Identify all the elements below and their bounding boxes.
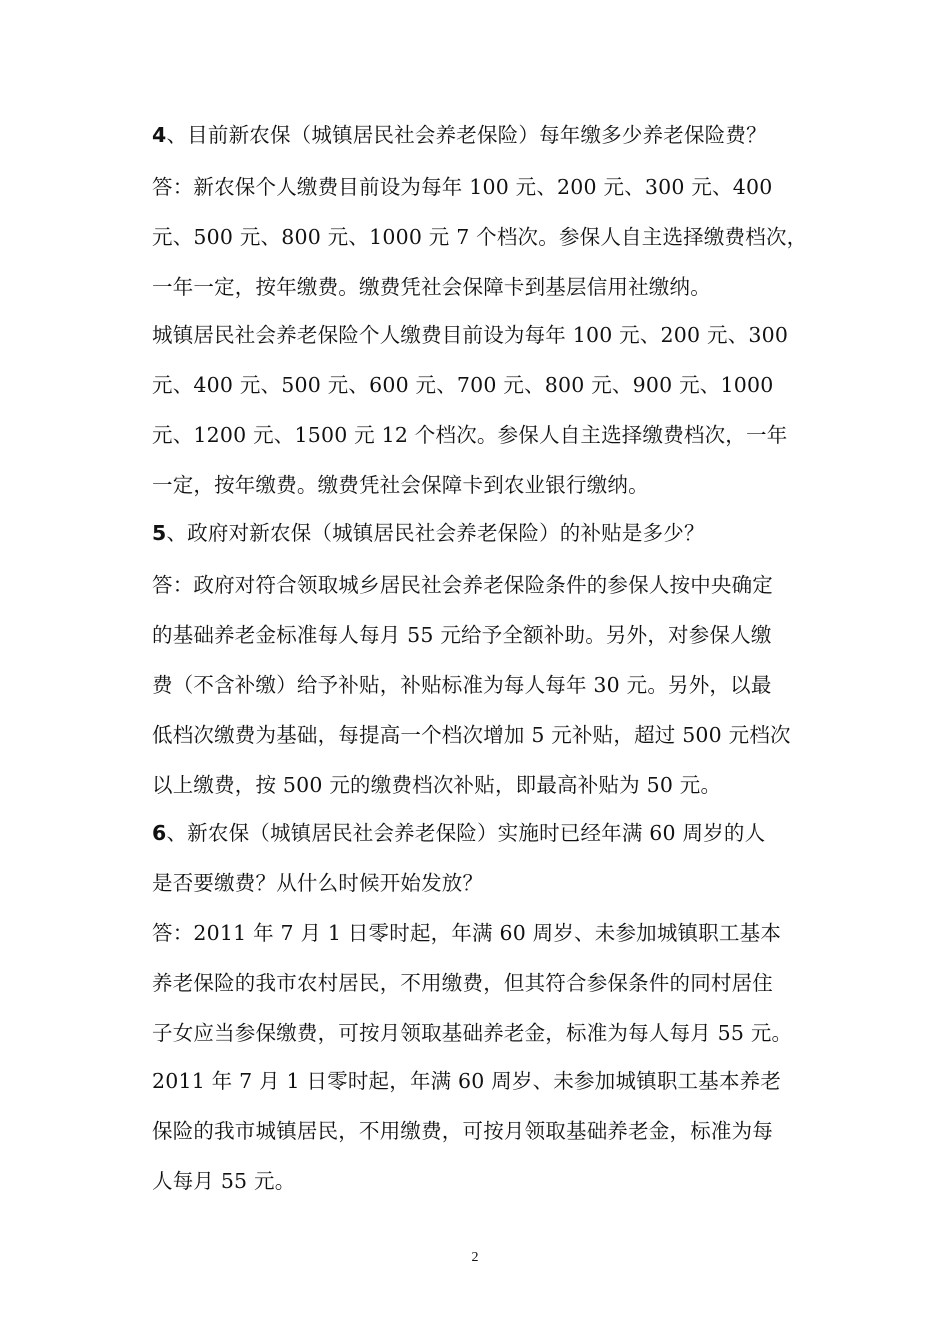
answer-line <box>152 1156 812 1206</box>
answer-line <box>152 162 812 212</box>
question-line <box>152 110 812 160</box>
question-line <box>152 858 812 908</box>
answer-block <box>152 908 812 1058</box>
question-block <box>152 110 812 160</box>
line-text: 子女应当参保缴费，可按月领取基础养老金，标准为每人每月 55 元。 <box>152 1021 793 1045</box>
line-text: 元、400 元、500 元、600 元、700 元、800 元、900 元、1000 <box>152 373 774 397</box>
line-text: 一年一定，按年缴费。缴费凭社会保障卡到基层信用社缴纳。 <box>152 275 711 299</box>
question-block <box>152 808 812 908</box>
answer-line <box>152 610 812 660</box>
line-text: 费（不含补缴）给予补贴，补贴标准为每人每年 30 元。另外，以最 <box>152 673 772 697</box>
line-text: 答：2011 年 7 月 1 日零时起，年满 60 周岁、未参加城镇职工基本 <box>152 921 782 945</box>
line-text: 是否要缴费？从什么时候开始发放？ <box>152 871 484 895</box>
line-text: 城镇居民社会养老保险个人缴费目前设为每年 100 元、200 元、300 <box>152 323 789 347</box>
line-text: 以上缴费，按 500 元的缴费档次补贴，即最高补贴为 50 元。 <box>152 773 722 797</box>
answer-line <box>152 310 812 360</box>
question-line <box>152 508 812 558</box>
answer-line <box>152 908 812 958</box>
line-text: 、政府对新农保（城镇居民社会养老保险）的补贴是多少？ <box>166 521 705 545</box>
question-number: 5 <box>152 521 167 545</box>
line-text: 答：新农保个人缴费目前设为每年 100 元、200 元、300 元、400 <box>152 175 773 199</box>
answer-line <box>152 560 812 610</box>
line-text: 元、1200 元、1500 元 12 个档次。参保人自主选择缴费档次，一年 <box>152 423 788 447</box>
line-text: 2011 年 7 月 1 日零时起，年满 60 周岁、未参加城镇职工基本养老 <box>152 1069 782 1093</box>
question-number: 4 <box>152 123 167 147</box>
answer-line <box>152 360 812 410</box>
answer-line <box>152 410 812 460</box>
answer-line <box>152 958 812 1008</box>
answer-line <box>152 1106 812 1156</box>
line-text: 答：政府对符合领取城乡居民社会养老保险条件的参保人按中央确定 <box>152 573 773 597</box>
line-text: 、新农保（城镇居民社会养老保险）实施时已经年满 60 周岁的人 <box>166 821 766 845</box>
answer-block <box>152 310 812 510</box>
answer-line <box>152 460 812 510</box>
answer-block <box>152 560 812 810</box>
answer-line <box>152 212 812 262</box>
answer-line <box>152 760 812 810</box>
answer-line <box>152 660 812 710</box>
line-text: 低档次缴费为基础，每提高一个档次增加 5 元补贴，超过 500 元档次 <box>152 723 791 747</box>
answer-line <box>152 710 812 760</box>
line-text: 的基础养老金标准每人每月 55 元给予全额补助。另外，对参保人缴 <box>152 623 772 647</box>
answer-line <box>152 262 812 312</box>
line-text: 保险的我市城镇居民，不用缴费，可按月领取基础养老金，标准为每 <box>152 1119 773 1143</box>
question-line <box>152 808 812 858</box>
answer-line <box>152 1008 812 1058</box>
answer-block <box>152 1056 812 1206</box>
page-number: 2 <box>471 1250 479 1265</box>
line-text: 元、500 元、800 元、1000 元 7 个档次。参保人自主选择缴费档次， <box>152 225 808 249</box>
question-number: 6 <box>152 821 167 845</box>
line-text: 养老保险的我市农村居民，不用缴费，但其符合参保条件的同村居住 <box>152 971 773 995</box>
answer-block <box>152 162 812 312</box>
question-block <box>152 508 812 558</box>
line-text: 人每月 55 元。 <box>152 1169 296 1193</box>
line-text: 、目前新农保（城镇居民社会养老保险）每年缴多少养老保险费？ <box>166 123 767 147</box>
line-text: 一定，按年缴费。缴费凭社会保障卡到农业银行缴纳。 <box>152 473 649 497</box>
answer-line <box>152 1056 812 1106</box>
